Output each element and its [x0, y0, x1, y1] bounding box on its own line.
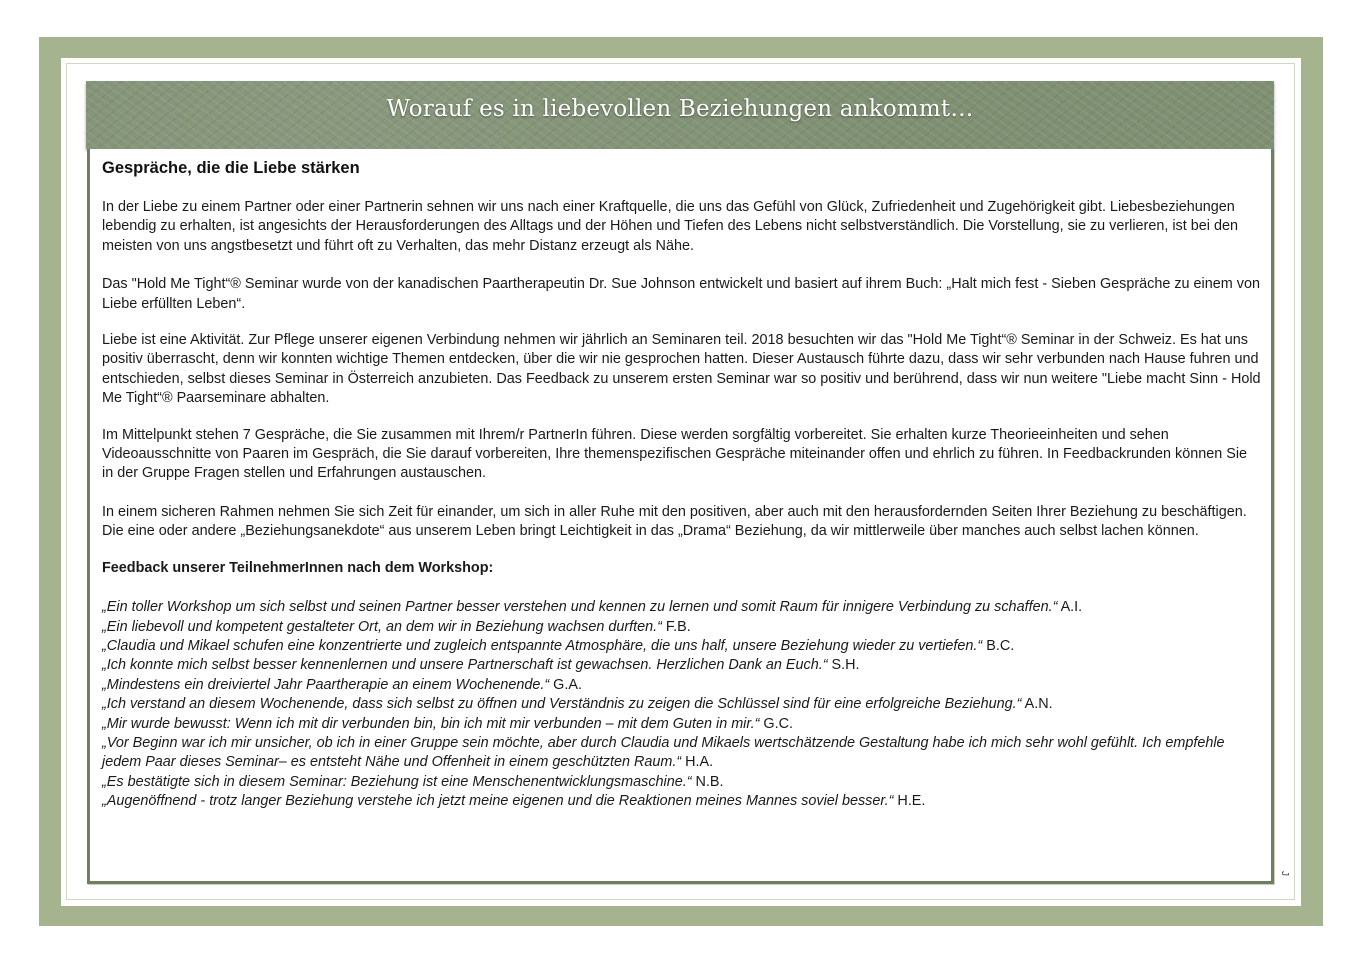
feedback-heading: Feedback unserer TeilnehmerInnen nach dem Workshop: — [102, 559, 494, 576]
quote-author: G.A. — [549, 676, 582, 693]
quote-author: B.C. — [982, 637, 1015, 654]
section-heading: Gespräche, die die Liebe stärken — [102, 159, 360, 177]
feedback-quote — [102, 618, 1262, 637]
paragraph-our-story: Liebe ist eine Aktivität. Zur Pflege unserer eigenen Verbindung nehmen wir jährlich an Seminaren teil. 2018 besuchten wir das "Hold Me Tight“® Seminar in der Schweiz. Es hat uns positiv überrascht, denn wir konnten wichtige Themen entdecken, über die wir nie gesprochen hatten. Dieser Austausch führte dazu, dass wir sehr verbunden nach Hause fuhren und entschieden, selbst dieses Seminar in Österreich anzubieten. Das Feedback zu unserem ersten Seminar war so positiv und berührend, dass wir nun weitere "Liebe macht Sinn - Hold Me Tight“® Paarseminare abhalten. — [102, 332, 1261, 407]
quote-text: „Vor Beginn war ich mir unsicher, ob ich in einer Gruppe sein möchte, aber durch Claudia und Mikaels wertschätzende Gestaltung habe ich mich sehr wohl gefühlt. Ich empfehle jedem Paar dieses Seminar– es entsteht Nähe und Offenheit in einem geschützten Raum.“ — [102, 734, 1225, 771]
page-mark: J — [1279, 871, 1290, 876]
feedback-quote — [102, 637, 1262, 656]
content-area — [102, 158, 1262, 812]
quote-text: „Claudia und Mikael schufen eine konzentrierte und zugleich entspannte Atmosphäre, die uns half, unsere Beziehung wieder zu vertiefen.“ — [102, 637, 983, 654]
quote-text: „Augenöffnend - trotz langer Beziehung verstehe ich jetzt meine eigenen und die Reaktionen meines Mannes soviel besser.“ — [102, 793, 894, 810]
feedback-quote — [102, 676, 1262, 695]
quote-text: „Ich konnte mich selbst besser kennenlernen und unsere Partnerschaft ist gewachsen. Herzlichen Dank an Euch.“ — [102, 657, 828, 674]
feedback-quote — [102, 734, 1262, 773]
title-banner — [86, 81, 1274, 149]
quote-text: „Es bestätigte sich in diesem Seminar: Beziehung ist eine Menschenentwicklungsmaschine.“ — [102, 773, 692, 790]
quote-text: „Mindestens ein dreiviertel Jahr Paartherapie an einem Wochenende.“ — [102, 676, 550, 693]
paragraph-seminar-origin: Das "Hold Me Tight“® Seminar wurde von der kanadischen Paartherapeutin Dr. Sue Johnson entwickelt und basiert auf ihrem Buch: „Halt mich fest - Sieben Gespräche zu einem von Liebe erfüllten Leben“. — [102, 276, 1260, 312]
quote-author: N.B. — [691, 773, 724, 790]
feedback-quote — [102, 695, 1262, 714]
paragraph-safe-frame: In einem sicheren Rahmen nehmen Sie sich Zeit für einander, um sich in aller Ruhe mit den positiven, aber auch mit den herausfordernden Seiten Ihrer Beziehung zu beschäftigen. Die eine oder andere „Beziehungsanekdote“ aus unserem Leben bringt Leichtigkeit in das „Drama“ Beziehung, da wir mittlerweile über manches auch selbst lachen können. — [102, 503, 1247, 540]
feedback-quote — [102, 773, 1262, 792]
quote-text: „Ein liebevoll und kompetent gestalteter Ort, an dem wir in Beziehung wachsen durften.“ — [102, 618, 662, 635]
feedback-quote — [102, 792, 1262, 811]
feedback-quote — [102, 598, 1262, 617]
quote-author: G.C. — [759, 715, 794, 732]
paragraph-seven-conversations: Im Mittelpunkt stehen 7 Gespräche, die Sie zusammen mit Ihrem/r PartnerIn führen. Diese werden sorgfältig vorbereitet. Sie erhalten kurze Theorieeinheiten und sehen Videoausschnitte von Paaren im Gespräch, die Sie darauf vorbereiten, Ihre themenspezifischen Gespräche miteinander offen und ehrlich zu führen. In Feedbackrunden können Sie in der Gruppe Fragen stellen und Erfahrungen austauschen. — [102, 426, 1248, 482]
quote-author: A.N. — [1021, 696, 1053, 713]
quote-author: F.B. — [661, 618, 691, 635]
quote-text: „Ein toller Workshop um sich selbst und seinen Partner besser verstehen und kennen zu lernen und somit Raum für innigere Verbindung zu schaffen.“ — [102, 599, 1058, 616]
quote-author: A.I. — [1057, 599, 1083, 616]
quote-author: S.H. — [827, 657, 860, 674]
feedback-quote — [102, 656, 1262, 675]
banner-title: Worauf es in liebevollen Beziehungen ankommt… — [386, 96, 974, 122]
quote-text: „Mir wurde bewusst: Wenn ich mit dir verbunden bin, bin ich mit mir verbunden – mit dem Guten in mir.“ — [102, 715, 760, 732]
quote-author: H.A. — [681, 754, 714, 771]
paragraph-intro: In der Liebe zu einem Partner oder einer Partnerin sehnen wir uns nach einer Kraftquelle, die uns das Gefühl von Glück, Zufriedenheit und Zugehörigkeit gibt. Liebesbeziehungen lebendig zu erhalten, ist angesichts der Herausforderungen des Alltags und der Höhen und Tiefen des Lebens nicht selbstverständlich. Die Vorstellung, sie zu verlieren, ist bei den meisten von uns angstbesetzt und führt oft zu Verhalten, das mehr Distanz erzeugt als Nähe. — [102, 199, 1238, 254]
quote-author: H.E. — [893, 793, 926, 810]
feedback-quote — [102, 715, 1262, 734]
quote-text: „Ich verstand an diesem Wochenende, dass sich selbst zu öffnen und Verständnis zu zeigen die Schlüssel sind für eine erfolgreiche Beziehung.“ — [102, 696, 1022, 713]
feedback-quote-list — [102, 598, 1262, 811]
